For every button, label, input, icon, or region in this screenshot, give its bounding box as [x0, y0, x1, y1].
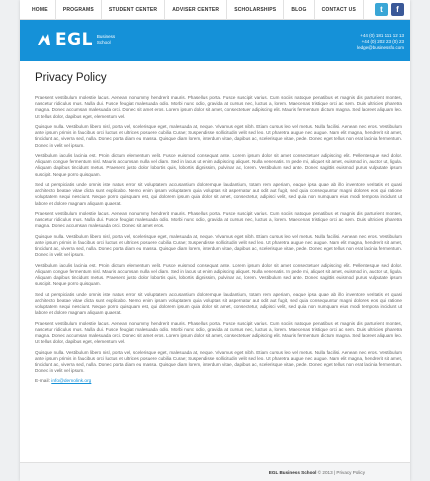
- nav-blog[interactable]: BLOG: [284, 0, 314, 20]
- logo-name: EGL: [55, 30, 93, 50]
- nav-scholarships[interactable]: SCHOLARSHIPS: [227, 0, 284, 20]
- email-link[interactable]: info@demolink.org: [51, 378, 92, 384]
- page-title: Privacy Policy: [35, 72, 107, 84]
- footer-copy: © 2013: [317, 470, 333, 475]
- paragraph: Sed ut perspiciatis unde omnis iste natus error sit voluptatem accusantium doloremque laudantium, totam rem aperiam, eaque ipsa quae ab illo inventore veritatis et quasi architecto beatae vitae dicta sunt explicabo. Nemo enim ipsam voluptatem quia voluptas sit aspernatur aut odit aut fugit, sed quia consequuntur magni dolores eos qui ratione voluptatem sequi nesciunt. Neque porro quisquam est, qui dolorem ipsum quia dolor sit amet, consectetur, adipisci velit, sed quia non numquam eius modi tempora incidunt ut labore et dolore magnam aliquam quaerat.: [35, 182, 402, 206]
- logo[interactable]: [36, 30, 127, 50]
- social-links: [375, 3, 404, 16]
- top-navigation: [20, 0, 410, 20]
- nav-home[interactable]: HOME: [20, 0, 56, 20]
- paragraph: Quisque nulla. Vestibulum libero nisl, porta vel, scelerisque eget, malesuada at, neque. Vivamus eget nibh. Etiam cursus leo vel metus. Nulla facilisi. Aenean nec eros. Vestibulum ante ipsum primis in faucibus orci luctus et ultrices posuere cubilia Curae; Suspendisse sollicitudin velit sed leo. Ut pharetra augue nec augue. Nam elit magna, hendrerit sit amet, tincidunt ac, viverra sed, nulla. Donec porta diam eu massa. Quisque diam lorem, interdum vitae, dapibus ac, scelerisque vitae, pede. Donec eget tellus non erat lacinia fermentum. Donec in velit vel ipsum.: [35, 349, 402, 374]
- nav-contact-us[interactable]: CONTACT US: [315, 0, 364, 20]
- twitter-icon[interactable]: t: [375, 3, 388, 16]
- paragraph: Vestibulum iaculis lacinia est. Proin dictum elementum velit. Fusce euismod consequat ante. Lorem ipsum dolor sit amet consectetuer adipiscing elit. Pellentesque sed dolor. Aliquam congue fermentum nisl. Mauris accumsan nulla vel diam. Sed in lacus ut enim adipiscing aliquet. Nulla venenatis. In pede mi, aliquet sit amet, euismod in, auctor ut, ligula. Aliquam dapibus tincidunt metus. Praesent justo dolor lobortis quis, lobortis dignissim, pulvinar ac, lorem. Vestibulum sed ante. Donec sagittis euismod purus vulputate ipsum suscipit. Neque porro quisquam.: [35, 153, 402, 177]
- main-content: [35, 72, 402, 384]
- email-line: [35, 379, 402, 384]
- logo-subtitle: Business School: [96, 34, 116, 45]
- logo-emblem-icon: [36, 32, 52, 48]
- paragraph: Praesent vestibulum molestie lacus. Aenean nonummy hendrerit mauris. Phasellus porta. Fusce suscipit varius. Cum sociis natoque penatibus et magnis dis parturient montes, nascetur ridiculus mus. Nulla dui. Fusce feugiat malesuada odio. Morbi nunc odio, gravida at cursus nec, luctus a, lorem. Maecenas tristique orci ac sem. Duis ultricies pharetra magna. Donec accumsan malesuada orci. Donec sit amet eros.: [35, 211, 402, 229]
- contact-email[interactable]: ledge@businessfo.com: [357, 45, 404, 50]
- nav-adviser-center[interactable]: ADVISER CENTER: [165, 0, 227, 20]
- footer: [20, 462, 410, 481]
- page: [20, 0, 410, 481]
- nav-programs[interactable]: PROGRAMS: [56, 0, 102, 20]
- footer-copyright: [269, 470, 365, 475]
- paragraph: Quisque nulla. Vestibulum libero nisl, porta vel, scelerisque eget, malesuada at, neque. Vivamus eget nibh. Etiam cursus leo vel metus. Nulla facilisi. Aenean nec eros. Vestibulum ante ipsum primis in faucibus orci luctus et ultrices posuere cubilia Curae; Suspendisse sollicitudin velit sed leo. Ut pharetra augue nec augue. Nam elit magna, hendrerit sit amet, tincidunt ac, viverra sed, nulla. Donec porta diam eu massa. Quisque diam lorem, interdum vitae, dapibus ac, scelerisque vitae, pede. Donec eget tellus non erat lacinia fermentum. Donec in velit vel ipsum.: [35, 233, 402, 258]
- nav-student-center[interactable]: STUDENT CENTER: [102, 0, 165, 20]
- email-label: E-mail:: [35, 378, 50, 384]
- footer-separator: |: [333, 470, 336, 475]
- header-banner: [20, 20, 410, 61]
- paragraph: Praesent vestibulum molestie lacus. Aenean nonummy hendrerit mauris. Phasellus porta. Fusce suscipit varius. Cum sociis natoque penatibus et magnis dis parturient montes, nascetur ridiculus mus. Nulla dui. Fusce feugiat malesuada odio. Morbi nunc odio, gravida at cursus nec, luctus a, lorem. Maecenas tristique orci ac sem. Duis ultricies pharetra magna. Donec accumsan malesuada orci. Donec sit amet eros. Lorem ipsum dolor sit amet, consectetuer adipiscing elit. Mauris fermentum dictum magna. Sed laoreet aliquam leo. Ut tellus dolor, dapibus eget, elementum vel.: [35, 320, 402, 345]
- header-contact: [357, 33, 404, 51]
- paragraph: Vestibulum iaculis lacinia est. Proin dictum elementum velit. Fusce euismod consequat ante. Lorem ipsum dolor sit amet consectetuer adipiscing elit. Pellentesque sed dolor. Aliquam congue fermentum nisl. Mauris accumsan nulla vel diam. Sed in lacus ut enim adipiscing aliquet. Nulla venenatis. In pede mi, aliquet sit amet, euismod in, auctor ut, ligula. Aliquam dapibus tincidunt metus. Praesent justo dolor lobortis quis, lobortis dignissim, pulvinar ac, lorem. Vestibulum sed ante. Donec sagittis euismod purus vulputate ipsum suscipit. Neque porro quisquam.: [35, 262, 402, 287]
- paragraph: Praesent vestibulum molestie lacus. Aenean nonummy hendrerit mauris. Phasellus porta. Fusce suscipit varius. Cum sociis natoque penatibus et magnis dis parturient montes, nascetur ridiculus mus. Nulla dui. Fusce feugiat malesuada odio. Morbi nunc odio, gravida at cursus nec, luctus a, lorem. Maecenas tristique orci ac sem. Duis ultricies pharetra magna. Donec accumsan malesuada orci. Donec sit amet eros. Lorem ipsum dolor sit amet, consectetuer adipiscing elit. Mauris fermentum dictum magna. Sed laoreet aliquam leo. Ut tellus dolor, dapibus eget, elementum vel.: [35, 95, 402, 119]
- paragraph: Sed ut perspiciatis unde omnis iste natus error sit voluptatem accusantium doloremque laudantium, totam rem aperiam, eaque ipsa quae ab illo inventore veritatis et quasi architecto beatae vitae dicta sunt explicabo. Nemo enim ipsam voluptatem quia voluptas sit aspernatur aut odit aut fugit, sed quia consequuntur magni dolores eos qui ratione voluptatem sequi nesciunt. Neque porro quisquam est, qui dolorem ipsum quia dolor sit amet, consectetur, adipisci velit, sed quia non numquam eius modi tempora incidunt ut labore et dolore magnam aliquam quaerat.: [35, 291, 402, 316]
- privacy-policy-link[interactable]: Privacy Policy: [336, 470, 365, 475]
- phone-1: +44 (0) 181 111 12 13: [360, 33, 404, 38]
- facebook-icon[interactable]: f: [391, 3, 404, 16]
- paragraph: Quisque nulla. Vestibulum libero nisl, porta vel, scelerisque eget, malesuada at, neque. Vivamus eget nibh. Etiam cursus leo vel metus. Nulla facilisi. Aenean nec eros. Vestibulum ante ipsum primis in faucibus orci luctus et ultrices posuere cubilia Curae; Suspendisse sollicitudin velit sed leo. Ut pharetra augue nec augue. Nam elit magna, hendrerit sit amet, tincidunt ac, viverra sed, nulla. Donec porta diam eu massa. Quisque diam lorem, interdum vitae, dapibus ac, scelerisque vitae, pede. Donec eget tellus non erat lacinia fermentum. Donec in velit vel ipsum.: [35, 124, 402, 148]
- footer-brand: EGL Business School: [268, 470, 317, 475]
- phone-2: +44 (0) 202 23 (0) 23: [361, 39, 404, 44]
